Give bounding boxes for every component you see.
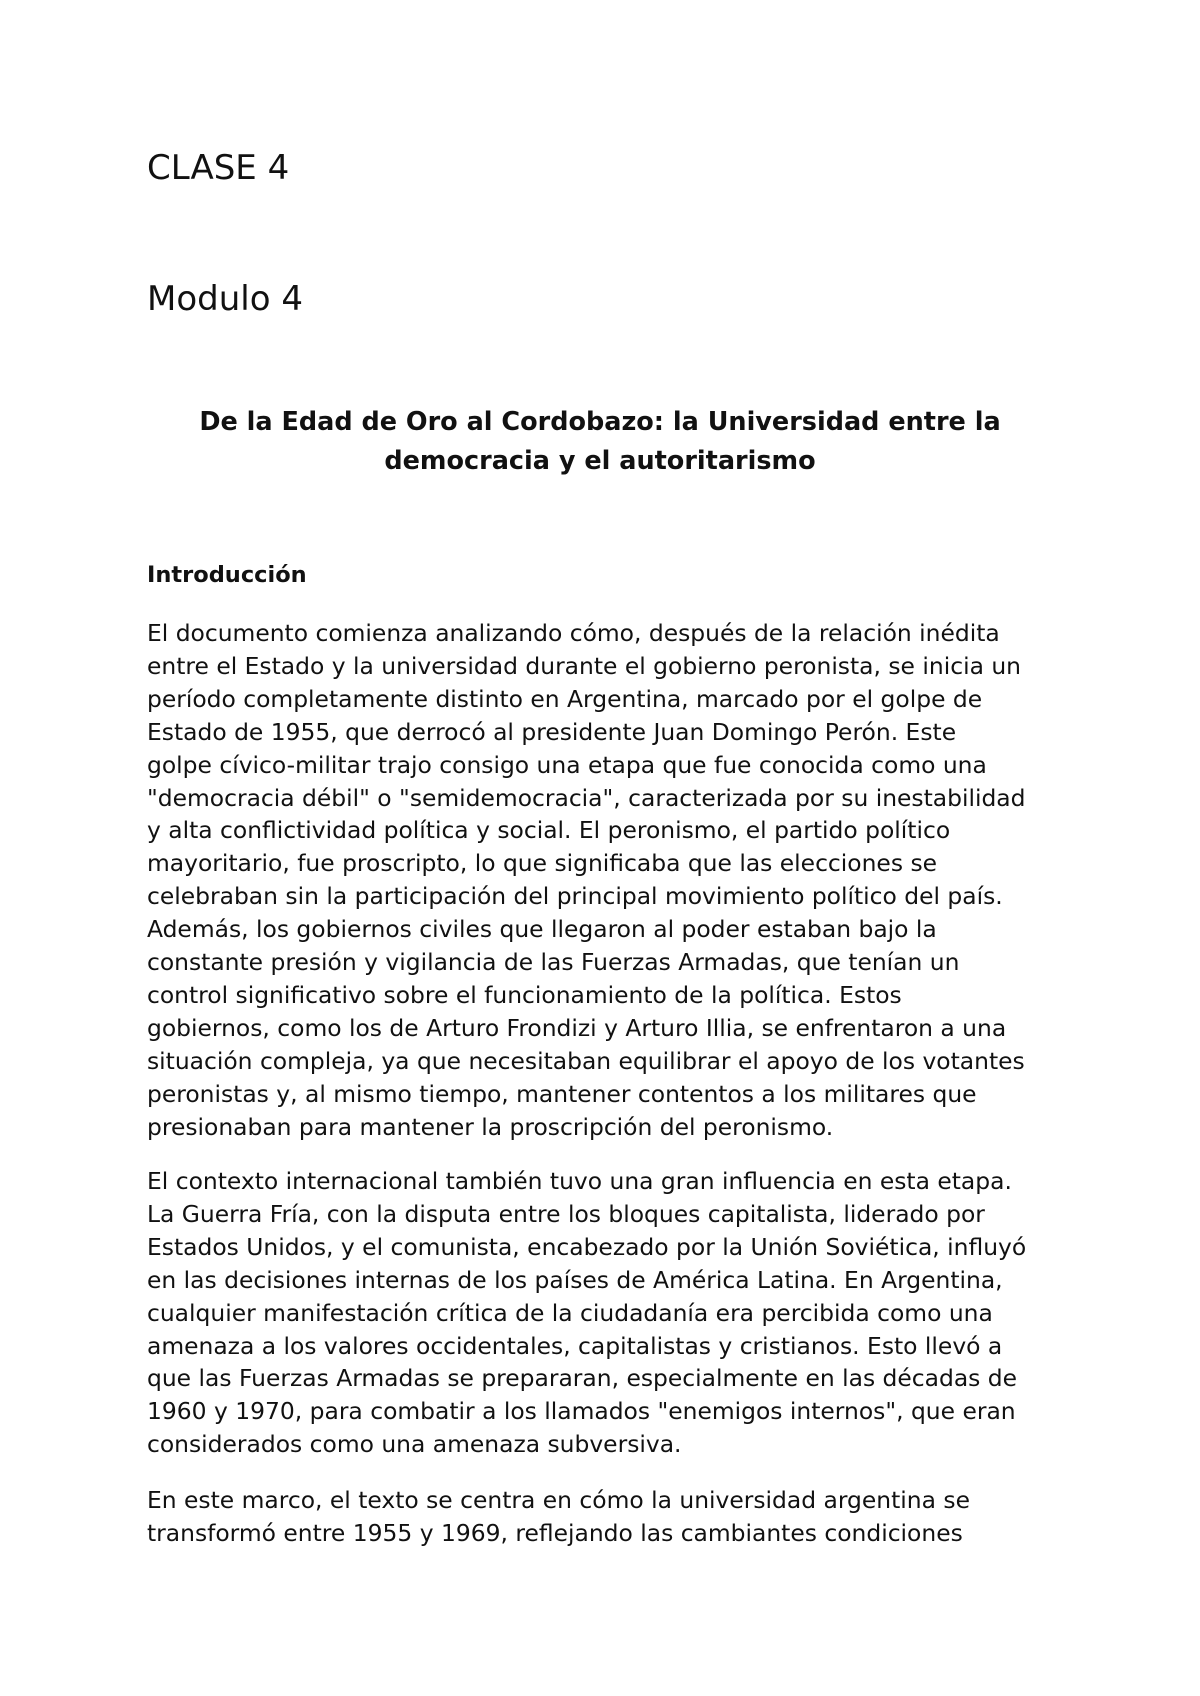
document-title (140, 403, 1060, 481)
paragraph-line: presionaban para mantener la proscripción del peronismo. (147, 1112, 834, 1141)
paragraph-line: que las Fuerzas Armadas se prepararan, especialmente en las décadas de (147, 1364, 1018, 1393)
paragraph-line: Estado de 1955, que derrocó al presidente Juan Domingo Perón. Este (147, 717, 957, 746)
paragraph-line: "democracia débil" o "semidemocracia", caracterizada por su inestabilidad (147, 783, 1026, 812)
paragraph-line: El contexto internacional también tuvo una gran influencia en esta etapa. (147, 1167, 1012, 1195)
paragraph-1 (147, 617, 1087, 1144)
paragraph-2 (147, 1165, 1087, 1461)
module-heading: Modulo 4 (147, 279, 303, 319)
paragraph-line: celebraban sin la participación del principal movimiento político del país. (147, 882, 1003, 911)
paragraph-line: amenaza a los valores occidentales, capitalistas y cristianos. Esto llevó a (147, 1331, 1003, 1360)
paragraph-line: situación compleja, ya que necesitaban equilibrar el apoyo de los votantes (147, 1046, 1025, 1075)
paragraph-3 (147, 1484, 1087, 1550)
paragraph-line: golpe cívico-militar trajo consigo una etapa que fue conocida como una (147, 750, 987, 779)
paragraph-line: En este marco, el texto se centra en cómo la universidad argentina se (147, 1486, 970, 1514)
title-line: democracia y el autoritarismo (384, 446, 816, 476)
paragraph-line: mayoritario, fue proscripto, lo que significaba que las elecciones se (147, 849, 938, 878)
paragraph-line: La Guerra Fría, con la disputa entre los bloques capitalista, liderado por (147, 1199, 985, 1228)
paragraph-line: Estados Unidos, y el comunista, encabezado por la Unión Soviética, influyó (147, 1232, 1027, 1261)
paragraph-line: transformó entre 1955 y 1969, reflejando las cambiantes condiciones (147, 1518, 963, 1547)
paragraph-line: cualquier manifestación crítica de la ciudadanía era percibida como una (147, 1298, 993, 1327)
section-heading-introduccion: Introducción (147, 562, 307, 588)
paragraph-line: gobiernos, como los de Arturo Frondizi y Arturo Illia, se enfrentaron a una (147, 1013, 1007, 1042)
paragraph-line: entre el Estado y la universidad durante el gobierno peronista, se inicia un (147, 651, 1021, 680)
paragraph-line: y alta conflictividad política y social. El peronismo, el partido político (147, 816, 951, 845)
paragraph-line: constante presión y vigilancia de las Fuerzas Armadas, que tenían un (147, 948, 960, 977)
paragraph-line: período completamente distinto en Argentina, marcado por el golpe de (147, 684, 983, 713)
paragraph-line: El documento comienza analizando cómo, después de la relación inédita (147, 619, 1000, 647)
class-heading: CLASE 4 (147, 148, 290, 188)
paragraph-line: 1960 y 1970, para combatir a los llamados "enemigos internos", que eran (147, 1397, 1016, 1426)
paragraph-line: peronistas y, al mismo tiempo, mantener contentos a los militares que (147, 1079, 977, 1108)
paragraph-line: considerados como una amenaza subversiva. (147, 1430, 682, 1459)
title-line: De la Edad de Oro al Cordobazo: la Universidad entre la (199, 407, 1001, 437)
paragraph-line: control significativo sobre el funcionamiento de la política. Estos (147, 980, 902, 1009)
paragraph-line: en las decisiones internas de los países de América Latina. En Argentina, (147, 1265, 1003, 1294)
paragraph-line: Además, los gobiernos civiles que llegaron al poder estaban bajo la (147, 915, 937, 944)
